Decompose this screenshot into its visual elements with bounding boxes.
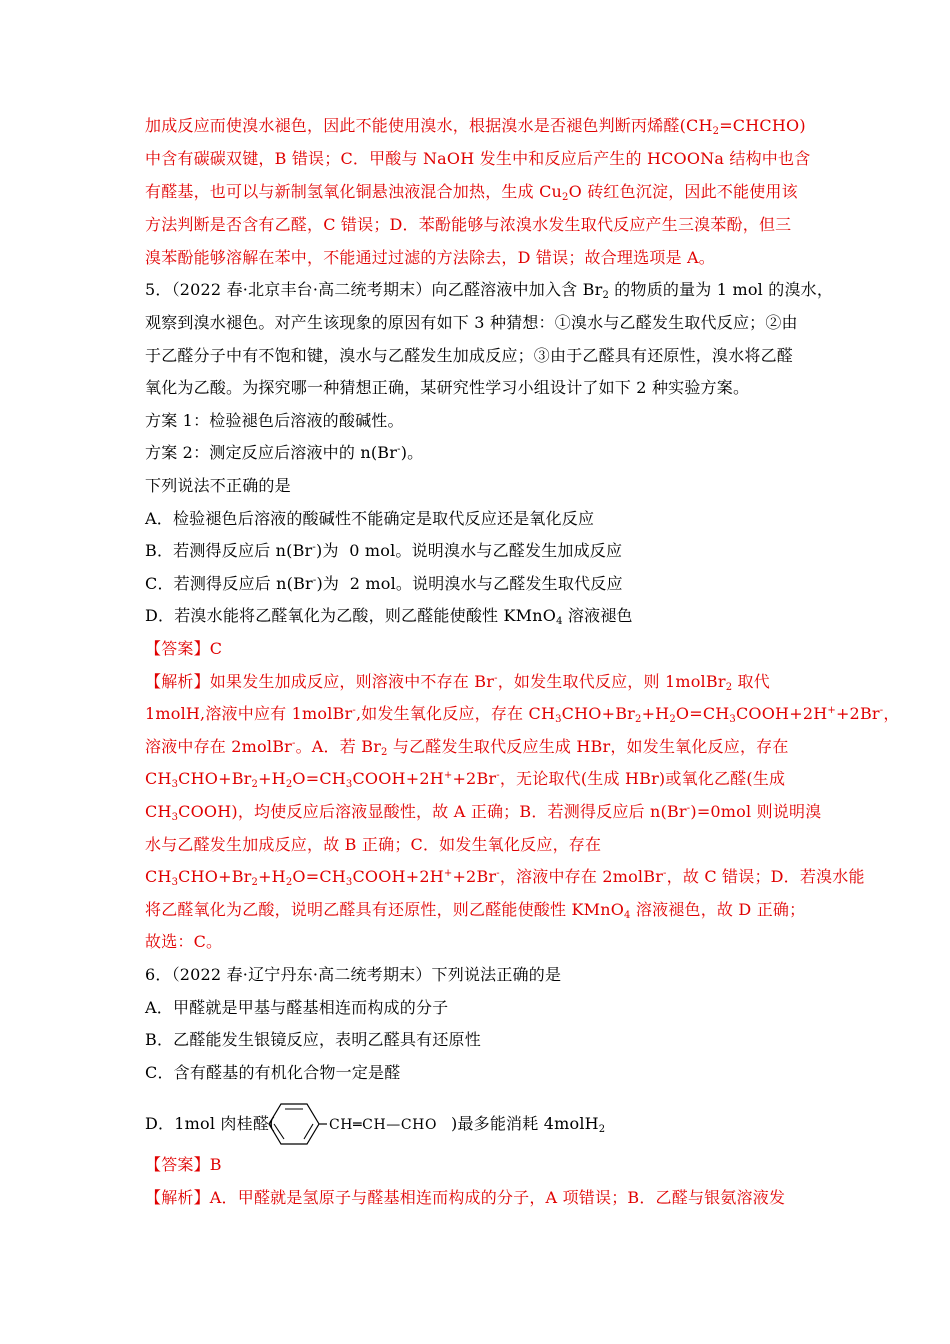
option-d-prefix: D．1mol 肉桂醛(: [145, 1114, 276, 1133]
answer-label: 【答案】B: [145, 1155, 222, 1174]
question-prompt: 下列说法不正确的是: [145, 476, 291, 495]
question-5-stem: 5．（2022 春·北京丰台·高二统考期末）向乙醛溶液中加入含 $Br_2$ 的物质的量为 1 mol 的溴水，: [145, 280, 834, 301]
explanation-line: 有醛基，也可以与新制氢氧化铜悬浊液混合加热，生成 $Cu_2O$ 砖红色沉淀，因此不能使用该: [145, 182, 798, 203]
option-d-suffix: )最多能消耗 4molH$_2$: [451, 1114, 606, 1135]
analysis-line: 溶液中存在 2molBr-。A．若 $Br_2$ 与乙醛发生取代反应生成 HBr，如发生氧化反应，存在: [145, 737, 789, 758]
analysis-line: $CH_3COOH$)，均使反应后溶液显酸性，故 A 正确；B．若测得反应后 n(Br-)=0mol 则说明溴: [145, 802, 822, 823]
scheme-1: 方案 1：检验褪色后溶液的酸碱性。: [145, 411, 404, 430]
option-d-structure: [145, 1100, 665, 1148]
explanation-line: 溴苯酚能够溶解在苯中，不能通过过滤的方法除去，D 错误；故合理选项是 A。: [145, 248, 715, 267]
question-6-stem: 6．（2022 春·辽宁丹东·高二统考期末）下列说法正确的是: [145, 965, 562, 984]
scheme-2: 方案 2：测定反应后溶液中的 n(Br-)。: [145, 443, 424, 462]
option-c: C．若测得反应后 n(Br-)为 2 mol。说明溴水与乙醛发生取代反应: [145, 574, 623, 593]
explanation-line: 加成反应而使溴水褪色，因此不能使用溴水，根据溴水是否褪色判断丙烯醛$(CH_2=CHCHO)$: [145, 116, 806, 137]
side-chain-label: CH═CH—CHO: [329, 1117, 438, 1133]
option-b: B．若测得反应后 n(Br-)为 0 mol。说明溴水与乙醛发生加成反应: [145, 541, 623, 560]
analysis-line: 【解析】如果发生加成反应，则溶液中不存在 Br-，如发生取代反应，则 1molBr$_2$ 取代: [145, 672, 770, 693]
question-5-stem: 观察到溴水褪色。对产生该现象的原因有如下 3 种猜想：①溴水与乙醛发生取代反应；②由: [145, 313, 798, 332]
analysis-line: 【解析】A．甲醛就是氢原子与醛基相连而构成的分子，A 项错误；B．乙醛与银氨溶液发: [145, 1188, 786, 1207]
option-b: B．乙醛能发生银镜反应，表明乙醛具有还原性: [145, 1030, 481, 1049]
explanation-line: 方法判断是否含有乙醛，C 错误；D．苯酚能够与浓溴水发生取代反应产生三溴苯酚，但三: [145, 215, 792, 234]
explanation-line: 中含有碳碳双键，B 错误；C．甲酸与 NaOH 发生中和反应后产生的 HCOONa 结构中也含: [145, 149, 811, 168]
question-5-stem: 于乙醛分子中有不饱和键，溴水与乙醛发生加成反应；③由于乙醛具有还原性，溴水将乙醛: [145, 346, 794, 365]
option-a: A．甲醛就是甲基与醛基相连而构成的分子: [145, 998, 449, 1017]
analysis-line: 将乙醛氧化为乙酸，说明乙醛具有还原性，则乙醛能使酸性 KMnO$_4$ 溶液褪色，故 D 正确；: [145, 900, 806, 921]
option-a: A．检验褪色后溶液的酸碱性不能确定是取代反应还是氧化反应: [145, 509, 595, 528]
analysis-line: $CH_3CHO+Br_2+H_2O=CH_3COOH+2H^++2Br^-$，无论取代(生成 HBr)或氧化乙醛(生成: [145, 769, 786, 790]
option-c: C．含有醛基的有机化合物一定是醛: [145, 1063, 401, 1082]
analysis-line: 1molH,溶液中应有 1molBr-,如发生氧化反应，存在 $CH_3CHO+Br_2+H_2O=CH_3COOH+2H^++2Br^-$，: [145, 704, 900, 725]
benzene-ring-icon: [267, 1100, 327, 1148]
analysis-line: 故选：C。: [145, 932, 223, 951]
question-5-stem: 氧化为乙酸。为探究哪一种猜想正确，某研究性学习小组设计了如下 2 种实验方案。: [145, 378, 750, 397]
analysis-line: $CH_3CHO+Br_2+H_2O=CH_3COOH+2H^++2Br^-$，溶液中存在 2molBr-，故 C 错误；D．若溴水能: [145, 867, 865, 888]
answer-label: 【答案】C: [145, 639, 223, 658]
option-d: D．若溴水能将乙醛氧化为乙酸，则乙醛能使酸性 KMnO$_4$ 溶液褪色: [145, 606, 633, 627]
analysis-line: 水与乙醛发生加成反应，故 B 正确；C．如发生氧化反应，存在: [145, 835, 602, 854]
